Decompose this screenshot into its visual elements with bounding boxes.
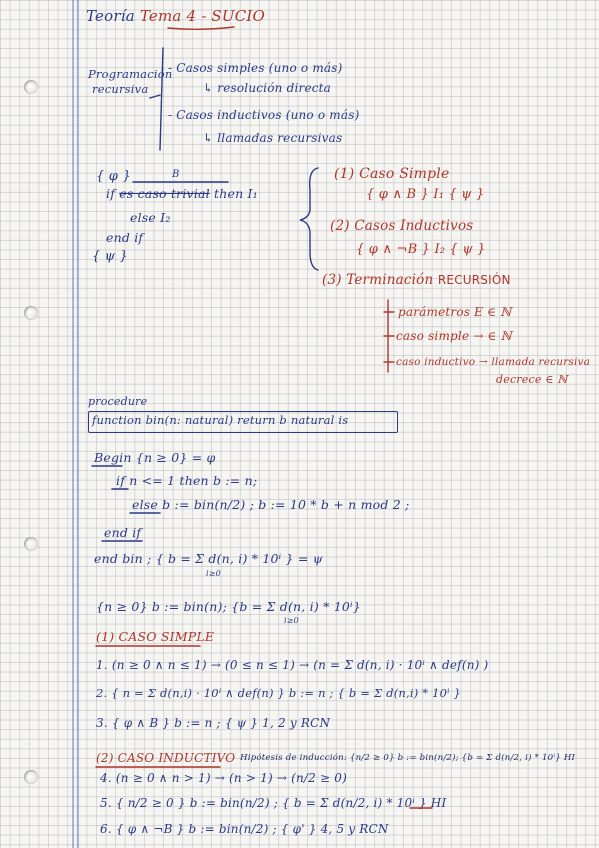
scheme-if: if — [106, 186, 120, 201]
casos-simples: - Casos simples (uno o más) — [168, 61, 343, 75]
caso-simple-formula: { φ ∧ B } I₁ { ψ } — [366, 187, 485, 202]
programacion-brace — [150, 48, 163, 150]
header-underline — [168, 27, 234, 29]
casos-inductivos: - Casos inductivos (uno o más) — [168, 108, 360, 122]
procedure-if: if n <= 1 then b := n; — [116, 473, 258, 488]
proof-inductive-title: (2) CASO INDUCTIVO — [96, 751, 236, 765]
terminacion-caso-inductivo: caso inductivo → llamada recursiva — [396, 356, 591, 368]
scheme-brace — [300, 168, 318, 270]
scheme-postcondition: { ψ } — [92, 249, 129, 264]
procedure-end-if: end if — [104, 525, 142, 540]
header-prefix: Teoría — [86, 7, 140, 25]
resolucion-directa: ↳ resolución directa — [203, 81, 332, 95]
header-title: Tema 4 - SUCIO — [139, 7, 266, 25]
procedure-begin: Begin {n ≥ 0} = φ — [94, 450, 216, 465]
procedure-end-bin: end bin ; { b = Σ d(n, i) * 10ⁱ } = ψ — [94, 551, 323, 566]
procedure-signature: function bin(n: natural) return b natural is — [92, 413, 349, 427]
proof-line-2: 2. { n = Σ d(n,i) · 10ⁱ ∧ def(n) } b := n ; { b = Σ d(n,i) * 10ⁱ } — [96, 686, 461, 700]
scheme-else: else I₂ — [130, 210, 171, 225]
recursiva-label: recursiva — [92, 82, 149, 96]
terminacion-label: (3) Terminación — [322, 272, 438, 288]
scheme-b-label: B — [172, 169, 180, 180]
induction-hypothesis: Hipótesis de inducción: {n/2 ≥ 0} b := bin(n/2); {b = Σ d(n/2, i) * 10ⁱ} HI — [240, 753, 576, 763]
casos-inductivos-title: (2) Casos Inductivos — [330, 218, 474, 234]
scheme-condition: es caso trivial — [119, 186, 210, 201]
procedure-label: procedure — [88, 395, 148, 408]
casos-inductivos-formula: { φ ∧ ¬B } I₂ { ψ } — [356, 242, 486, 257]
annotated-call: {n ≥ 0} b := bin(n); {b = Σ d(n, i) * 10ⁱ} — [96, 599, 361, 614]
programacion-label: Programación — [88, 67, 173, 81]
terminacion-caso-simple: caso simple → ∈ ℕ — [396, 329, 512, 343]
procedure-else: else b := bin(n/2) ; b := 10 * b + n mod 2 ; — [132, 497, 410, 512]
proof-simple-title: (1) CASO SIMPLE — [96, 629, 215, 644]
proof-line-1: 1. (n ≥ 0 ∧ n ≤ 1) → (0 ≤ n ≤ 1) → (n = Σ d(n, i) · 10ⁱ ∧ def(n) ) — [96, 658, 489, 672]
proof-line-5: 5. { n/2 ≥ 0 } b := bin(n/2) ; { b = Σ d(n/2, i) * 10ⁱ } HI — [100, 796, 447, 810]
proof-line-4: 4. (n ≥ 0 ∧ n > 1) → (n > 1) → (n/2 ≥ 0) — [100, 771, 347, 785]
llamadas-recursivas: ↳ llamadas recursivas — [203, 131, 343, 145]
terminacion-bracket — [384, 300, 394, 372]
scheme-end-if: end if — [106, 230, 144, 245]
scheme-then: then I₁ — [209, 186, 258, 201]
proof-line-3: 3. { φ ∧ B } b := n ; { ψ } 1, 2 y RCN — [96, 716, 331, 730]
caso-simple-title: (1) Caso Simple — [334, 166, 450, 182]
annotated-sum-subscript: i≥0 — [284, 616, 299, 625]
proof-line-6: 6. { φ ∧ ¬B } b := bin(n/2) ; { φ' } 4, 5 y RCN — [100, 822, 389, 836]
terminacion-decrece: decrece ∈ ℕ — [496, 373, 568, 386]
terminacion-parametros: parámetros E ∈ ℕ — [398, 305, 512, 319]
scheme-precondition: { φ } — [96, 169, 131, 184]
recursion-label: RECURSIÓN — [437, 273, 511, 287]
end-bin-sum-subscript: i≥0 — [206, 569, 221, 578]
